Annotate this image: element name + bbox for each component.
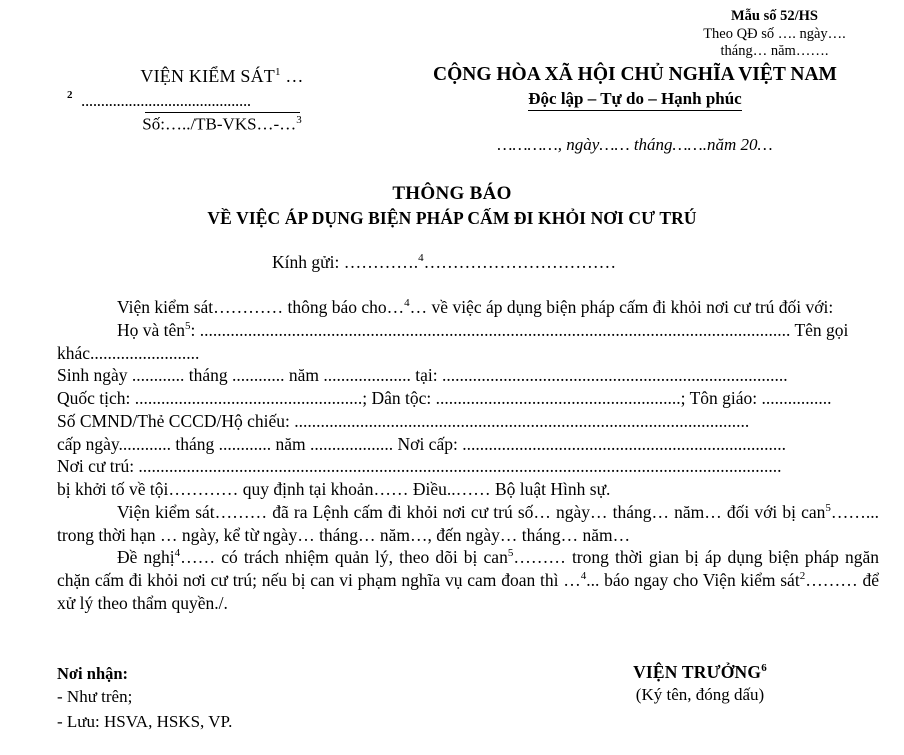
request-text-d: ... báo ngay cho Viện kiểm sát xyxy=(586,570,800,590)
request-footnote-marker-3: 4 xyxy=(580,570,587,583)
request-text-c: ……… trong thời gian bị áp dụng biện pháp ngăn chặn cấm đi khỏi nơi cư trú; nếu bị can vi phạm nghĩa vụ cam đoan thì … xyxy=(57,547,879,590)
order-text-b: ……... trong thời hạn … ngày, kể từ ngày… tháng… năm…, đến ngày… tháng… năm… xyxy=(57,501,879,545)
field-full-name xyxy=(57,319,879,365)
recipients-item: - Lưu: HSVA, HSKS, VP. xyxy=(57,711,233,731)
recipients-item: - Như trên; xyxy=(57,687,133,707)
form-code-title: Mẫu số 52/HS xyxy=(730,8,818,24)
issuing-agency-name xyxy=(57,66,387,87)
agency-label: VIỆN KIỂM SÁT xyxy=(140,66,275,86)
request-text-b: …… có trách nhiệm quản lý, theo dõi bị can xyxy=(180,547,508,568)
agency-subline-dots: ........................................... xyxy=(81,91,251,110)
full-name-dots: : ....................................................................................................................................... Tên gọi khác......................... xyxy=(57,319,849,363)
field-id-number: Số CMND/Thẻ CCCD/Hộ chiếu: ........................................................................................................ xyxy=(57,410,750,431)
body-paragraph-request xyxy=(57,546,879,614)
request-footnote-marker-2: 5 xyxy=(507,547,514,560)
agency-subline xyxy=(57,89,387,111)
request-text-e: ……… để xử lý theo thẩm quyền./. xyxy=(57,570,879,613)
order-footnote-marker: 5 xyxy=(825,501,831,514)
addressee-label: Kính gửi: …………. xyxy=(272,252,419,272)
recipients-title: Nơi nhận: xyxy=(57,664,129,683)
full-name-label: Họ và tên xyxy=(117,319,186,340)
signature-block xyxy=(540,662,860,705)
intro-footnote-marker: 4 xyxy=(404,297,410,310)
recipients-block xyxy=(57,662,232,734)
request-text-a: Đề nghị xyxy=(117,547,175,568)
order-text-a: Viện kiểm sát……… đã ra Lệnh cấm đi khỏi nơi cư trú số… ngày… tháng… năm… đối với bị can xyxy=(117,501,826,522)
agency-ellipsis: … xyxy=(280,66,304,86)
page-title: THÔNG BÁO xyxy=(392,183,512,204)
national-motto: Độc lập – Tự do – Hạnh phúc xyxy=(528,89,741,111)
form-code-decision-line-1: Theo QĐ số …. ngày…. xyxy=(703,25,846,42)
page-subtitle: VỀ VIỆC ÁP DỤNG BIỆN PHÁP CẤM ĐI KHỎI NƠI CƯ TRÚ xyxy=(207,208,697,228)
field-issue-date-place: cấp ngày............ tháng ............ năm ................... Nơi cấp: .......................................................................... xyxy=(57,433,786,454)
document-header xyxy=(0,66,904,176)
form-code-block xyxy=(667,8,882,61)
document-number-footnote-marker: 3 xyxy=(296,114,302,126)
addressee-dots: …………………………… xyxy=(423,252,617,272)
issuing-agency-block xyxy=(57,66,387,135)
document-footer xyxy=(0,662,904,755)
document-body xyxy=(57,296,879,615)
request-footnote-marker-4: 2 xyxy=(799,570,806,583)
national-title: CỘNG HÒA XÃ HỘI CHỦ NGHĨA VIỆT NAM xyxy=(433,64,837,85)
intro-text-a: Viện kiểm sát………… thông báo cho… xyxy=(117,297,405,317)
signature-title-label: VIỆN TRƯỞNG xyxy=(633,662,762,682)
body-paragraph-intro xyxy=(57,296,879,319)
addressee-footnote-marker: 4 xyxy=(418,252,424,265)
addressee-line xyxy=(272,252,616,273)
agency-footnote-marker: 1 xyxy=(274,66,281,78)
request-footnote-marker-1: 4 xyxy=(174,547,181,560)
document-title-block xyxy=(0,183,904,229)
national-header-block xyxy=(400,64,870,155)
field-residence: Nơi cư trú: ................................................................................................................................................... xyxy=(57,456,782,477)
field-birth-date: Sinh ngày ............ tháng ............ năm .................... tại: ............................................................................... xyxy=(57,365,788,386)
agency-subline-footnote-marker: 2 xyxy=(67,89,73,101)
field-charge: bị khởi tố về tội………… quy định tại khoản…… Điều..…… Bộ luật Hình sự. xyxy=(57,479,611,499)
body-paragraph-order xyxy=(57,501,879,547)
full-name-footnote-marker: 5 xyxy=(185,319,191,332)
signature-footnote-marker: 6 xyxy=(761,662,767,675)
form-code-decision-line-2: tháng… năm……. xyxy=(720,43,829,60)
signature-title xyxy=(540,662,860,683)
signature-instruction: (Ký tên, đóng dấu) xyxy=(635,685,765,704)
agency-divider-rule xyxy=(145,112,300,113)
place-date-line: …………, ngày…… tháng…….năm 20… xyxy=(497,135,773,154)
document-number-line xyxy=(57,114,387,135)
document-number-label: Số:…../TB-VKS…-… xyxy=(142,114,297,134)
intro-text-b: … về việc áp dụng biện pháp cấm đi khỏi nơi cư trú đối với: xyxy=(409,297,834,317)
field-nationality-ethnicity-religion: Quốc tịch: ....................................................; Dân tộc: ........................................................; Tôn giáo: ................ xyxy=(57,388,832,408)
